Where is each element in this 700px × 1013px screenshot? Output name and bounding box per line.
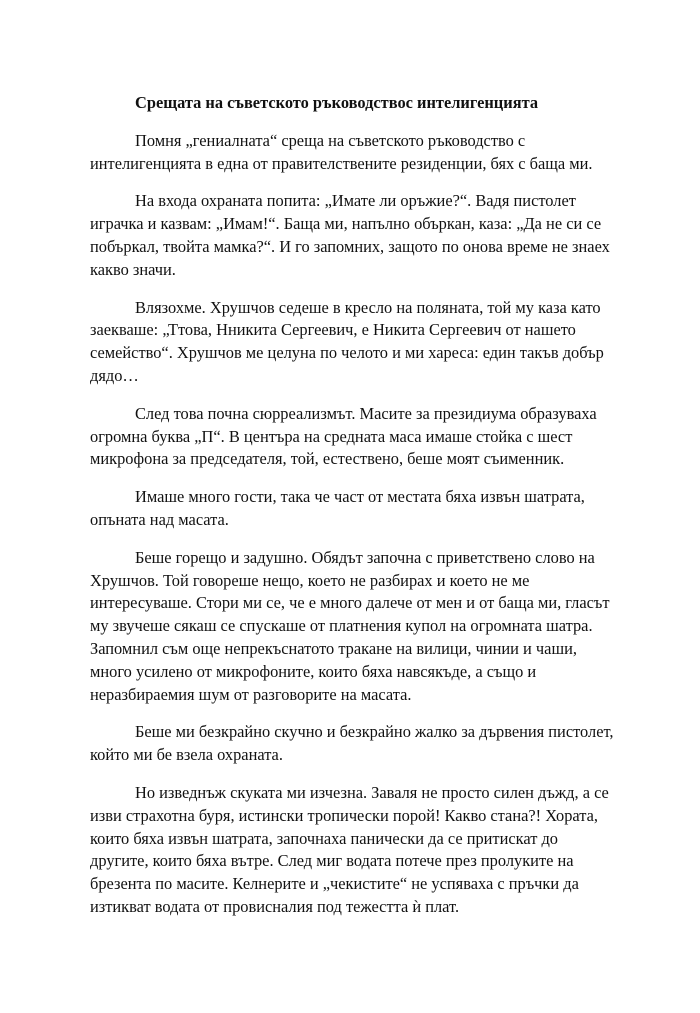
spacer: [90, 175, 616, 190]
paragraph-4: След това почна сюрреализмът. Масите за президиума образуваха огромна буква „П“. В центъра на средната маса имаше стойка с шест микрофона за председателя, той, естествено, беше моят съименник.: [90, 403, 597, 469]
spacer: [90, 115, 616, 130]
paragraph-2: На входа охраната попита: „Имате ли оръжие?“. Вадя пистолет играчка и казвам: „Имам!“. Баща ми, напълно объркан, каза: „Да не си се побъркал, твойта мамка?“. И го запомних, защото по онова време не знаех какво значи.: [90, 191, 610, 279]
document-body: [90, 92, 616, 919]
paragraph-1: Помня „гениалната“ среща на съветското ръководство с интелигенцията в една от правителствените резиденции, бях с баща ми.: [90, 130, 593, 173]
paragraph-8: Но изведнъж скуката ми изчезна. Заваля не просто силен дъжд, а се изви страхотна буря, истински тропически порой! Какво стана?! Хората, които бяха извън шатрата, започнаха панически да се притискат до другите, които бяха вътре. След миг водата потече през пролуките на брезента по масите. Келнерите и „чекистите“ не успяваха с пръчки да изтикват водата от провисналия под тежестта ѝ плат.: [90, 782, 609, 916]
document-title: Срещата на съветското ръководствос интелигенцията: [135, 93, 539, 112]
spacer: [90, 282, 616, 297]
spacer: [90, 767, 616, 782]
spacer: [90, 471, 616, 486]
spacer: [90, 706, 616, 721]
spacer: [90, 532, 616, 547]
paragraph-7: Беше ми безкрайно скучно и безкрайно жалко за дървения пистолет, който ми бе взела охраната.: [90, 722, 614, 765]
spacer: [90, 388, 616, 403]
paragraph-6: Беше горещо и задушно. Обядът започна с приветствено слово на Хрушчов. Той говореше нещо, което не разбирах и което не ме интересуваше. Стори ми се, че е много далече от мен и от баща ми, гласът му звучеше сякаш се спускаше от платнения купол на огромната шатра. Запомнил съм още непрекъснатото тракане на вилици, чинии и чаши, много усилено от микрофоните, които бяха навсякъде, а също и неразбираемия шум от разговорите на масата.: [90, 547, 610, 704]
paragraph-5: Имаше много гости, така че част от местата бяха извън шатрата, опъната над масата.: [90, 487, 585, 529]
paragraph-3: Влязохме. Хрушчов седеше в кресло на поляната, той му каза като заекваше: „Ттова, Нникита Сергеевич, е Никита Сергеевич от нашето семейство“. Хрушчов ме целуна по челото и ми хареса: един такъв добър дядо…: [90, 297, 604, 385]
